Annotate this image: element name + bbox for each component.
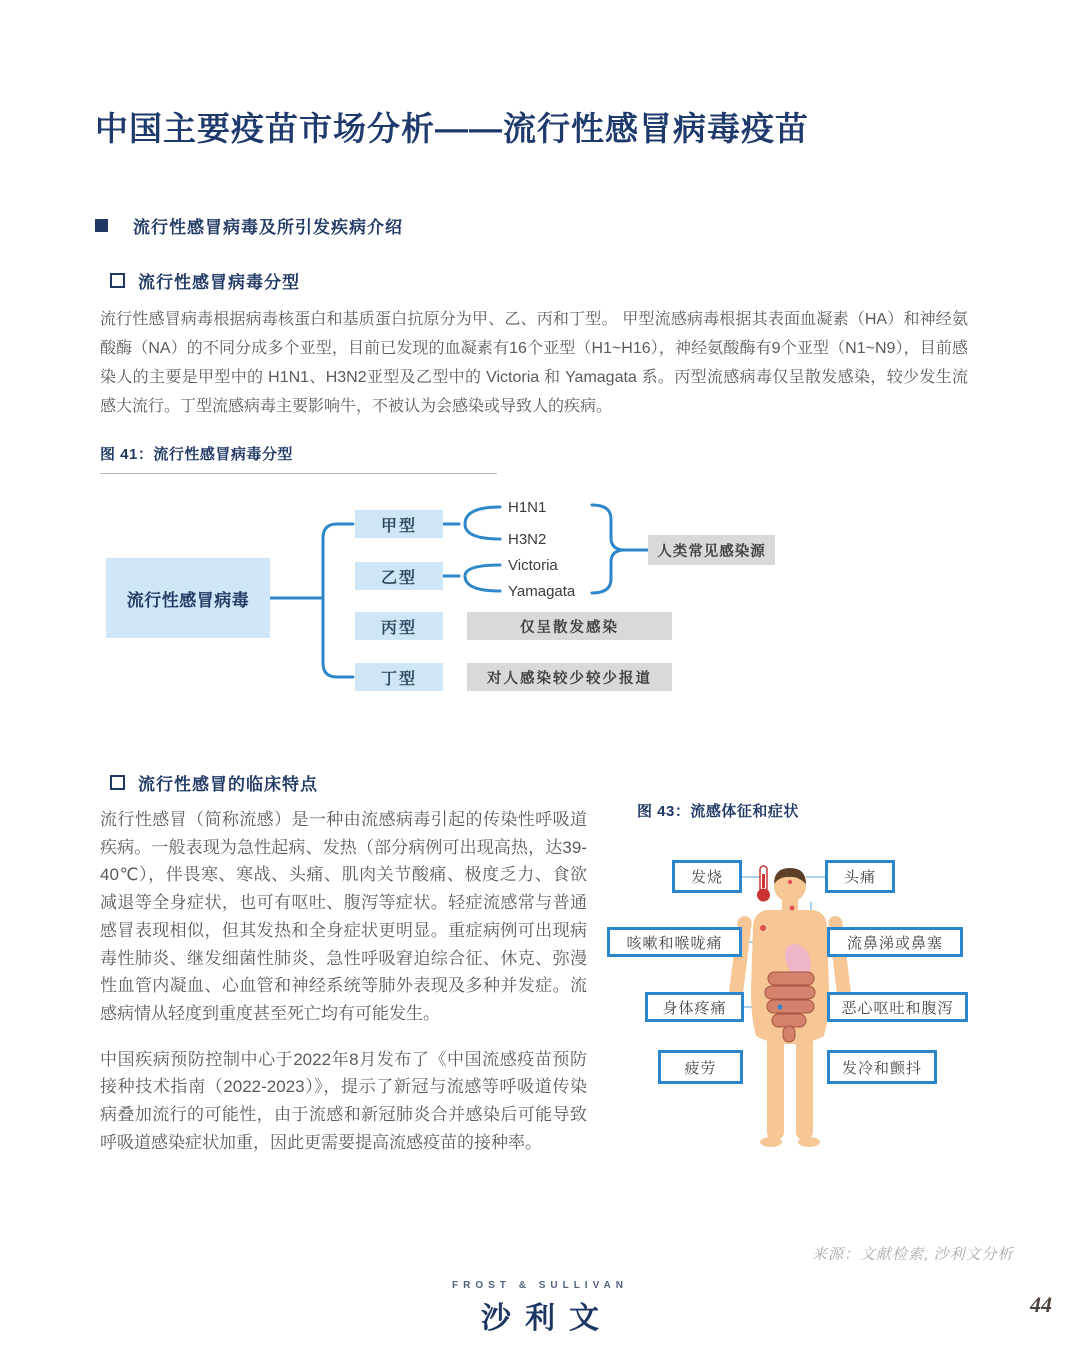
thermometer-icon — [757, 866, 770, 902]
diagram-common-source-box: 人类常见感染源 — [648, 535, 775, 565]
subsection-header-clinical-features — [110, 770, 318, 795]
diagram-subtype-h3n2: H3N2 — [508, 531, 547, 548]
diagram-type-c-note-box: 仅呈散发感染 — [467, 612, 672, 640]
figure41-caption: 图 41：流行性感冒病毒分型 — [100, 443, 497, 474]
symptom-box-body-aches: 身体疼痛 — [645, 992, 744, 1022]
diagram-subtype-yamagata: Yamagata — [508, 583, 576, 600]
diagram-type-d-note-box: 对人感染较少较少报道 — [467, 663, 672, 691]
section-title: 流行性感冒病毒及所引发疾病介绍 — [133, 218, 403, 237]
diagram-type-a-node: 甲型 — [355, 510, 443, 538]
filled-square-bullet-icon — [95, 219, 108, 232]
logo-wordmark: FROST & SULLIVAN — [452, 1280, 628, 1291]
symptom-box-nausea-vomiting-diarrhea: 恶心呕吐和腹泻 — [827, 992, 968, 1022]
section-header — [95, 213, 403, 238]
symptom-box-headache: 头痛 — [825, 860, 895, 893]
symptom-box-fatigue: 疲劳 — [658, 1050, 743, 1084]
diagram-type-b-node: 乙型 — [355, 562, 443, 590]
page-title: 中国主要疫苗市场分析——流行性感冒病毒疫苗 — [95, 110, 809, 147]
source-note: 来源：文献检索, 沙利文分析 — [812, 1247, 1014, 1263]
figure43-caption: 图 43：流感体征和症状 — [637, 803, 799, 820]
intro-paragraph: 流行性感冒病毒根据病毒核蛋白和基质蛋白抗原分为甲、乙、丙和丁型。 甲型流感病毒根据其表面血凝素（HA）和神经氨酸酶（NA）的不同分成多个亚型，目前已发现的血凝素有16个亚型（H1~H16），神经氨酸酶有9个亚型（N1~N9），目前感染人的主要是甲型中的 H1N1、H3N2亚型及乙型中的 Victoria 和 Yamagata 系。丙型流感病毒仅呈散发感染，较少发生流感大流行。丁型流感病毒主要影响牛，不被认为会感染或导致人的疾病。 — [100, 311, 968, 416]
page-number: 44 — [1030, 1292, 1052, 1317]
diagram-subtype-h1n1: H1N1 — [508, 499, 547, 516]
figure43-illustration — [600, 840, 1040, 1170]
subsection-header-virus-types — [110, 268, 300, 293]
hollow-square-bullet-icon — [110, 273, 125, 288]
frost-sullivan-logo — [420, 1280, 660, 1337]
cdc-guideline-paragraph: 中国疾病预防控制中心于2022年8月发布了《中国流感疫苗预防接种技术指南（2022-2023）》，提示了新冠与流感等呼吸道传染病叠加流行的可能性，由于流感和新冠肺炎合并感染后可能导致呼吸道感染症状加重，因此更需要提高流感疫苗的接种率。 — [100, 1049, 587, 1152]
symptom-box-fever: 发烧 — [672, 860, 742, 893]
diagram-root-node: 流行性感冒病毒 — [106, 558, 270, 638]
diagram-type-d-node: 丁型 — [355, 663, 443, 691]
logo-chinese-name: 沙利文 — [481, 1302, 613, 1335]
clinical-paragraph: 流行性感冒（简称流感）是一种由流感病毒引起的传染性呼吸道疾病。一般表现为急性起病、发热（部分病例可出现高热，达39-40℃），伴畏寒、寒战、头痛、肌肉关节酸痛、极度乏力、食欲减退等全身症状，也可有呕吐、腹泻等症状。轻症流感常与普通感冒表现相似，但其发热和全身症状更明显。重症病例可出现病毒性肺炎、继发细菌性肺炎、急性呼吸窘迫综合征、休克、弥漫性血管内凝血、心血管和神经系统等肺外表现及多种并发症。流感病情从轻度到重度甚至死亡均有可能发生。 — [100, 810, 587, 1023]
subsection-title: 流行性感冒的临床特点 — [138, 775, 318, 794]
symptom-box-cough-sore-throat: 咳嗽和喉咙痛 — [607, 927, 742, 957]
figure41-diagram — [95, 485, 985, 715]
hollow-square-bullet-icon — [110, 775, 125, 790]
diagram-subtype-victoria: Victoria — [508, 557, 558, 574]
symptom-box-runny-stuffy-nose: 流鼻涕或鼻塞 — [827, 927, 963, 957]
subsection-title: 流行性感冒病毒分型 — [138, 273, 300, 292]
diagram-type-c-node: 丙型 — [355, 612, 443, 640]
symptom-box-chills-shivering: 发冷和颤抖 — [827, 1050, 937, 1084]
clinical-features-text — [100, 806, 587, 1174]
